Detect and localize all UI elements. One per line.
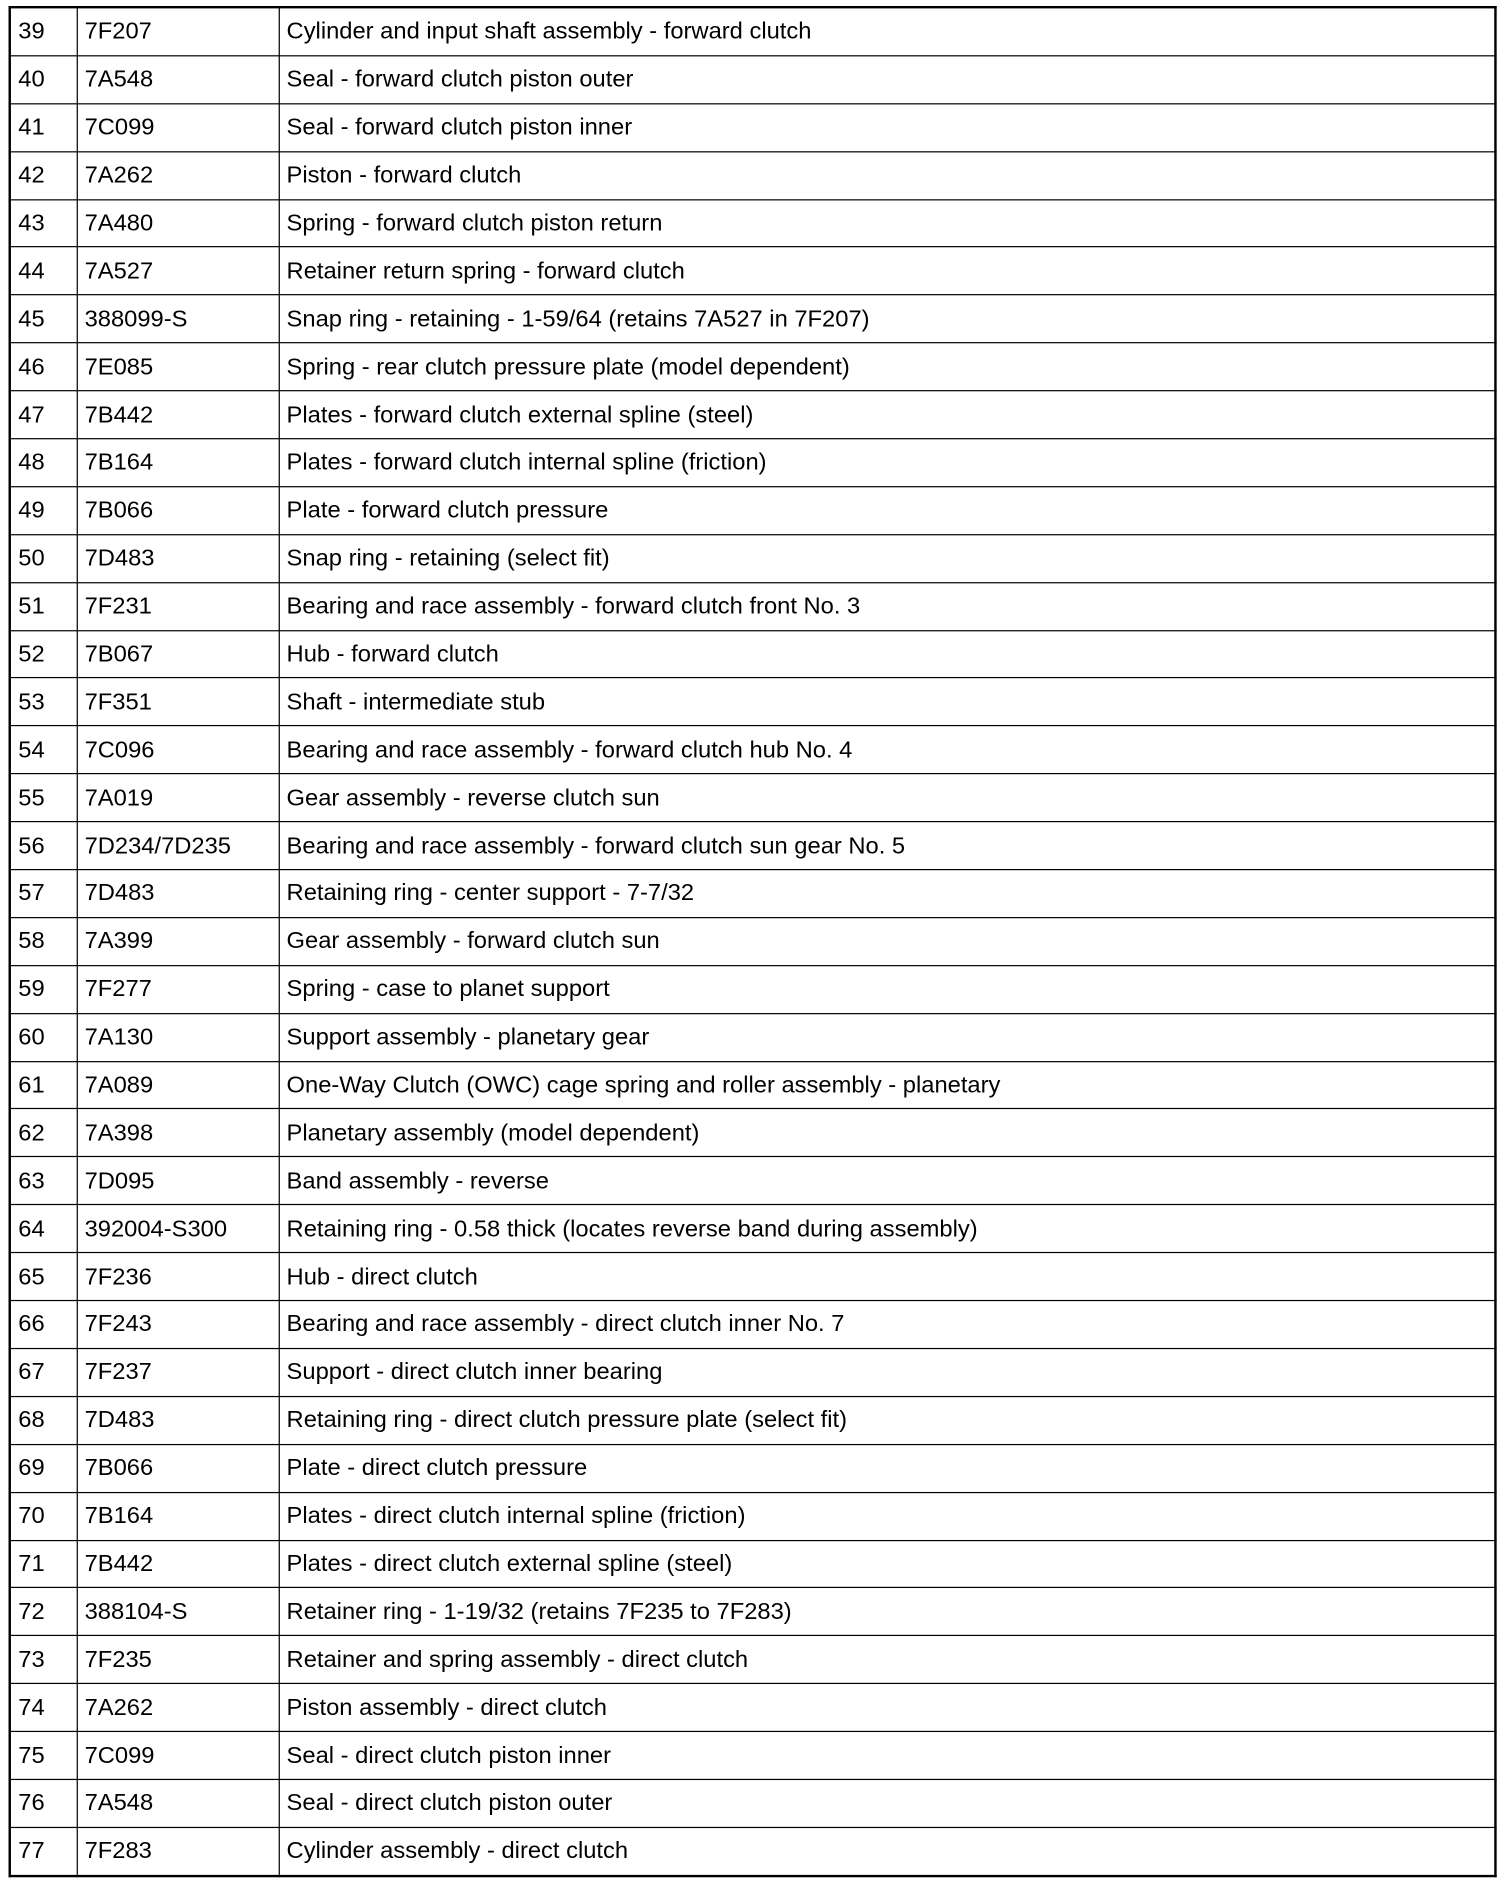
description-cell: Retaining ring - direct clutch pressure plate (select fit) <box>279 1396 1496 1444</box>
table-row <box>10 1779 1496 1827</box>
item-number-cell: 62 <box>10 1109 77 1157</box>
item-number-cell: 50 <box>10 534 77 582</box>
description-cell: Retainer ring - 1-19/32 (retains 7F235 to 7F283) <box>279 1588 1496 1636</box>
item-number-cell: 55 <box>10 774 77 822</box>
part-number-cell: 7B164 <box>77 1492 279 1540</box>
item-number-cell: 44 <box>10 247 77 295</box>
part-number-cell: 7F237 <box>77 1348 279 1396</box>
description-cell: Cylinder assembly - direct clutch <box>279 1827 1496 1875</box>
description-cell: Hub - forward clutch <box>279 630 1496 678</box>
table-row <box>10 1492 1496 1540</box>
item-number-cell: 51 <box>10 582 77 630</box>
description-cell: Spring - forward clutch piston return <box>279 199 1496 247</box>
table-row <box>10 965 1496 1013</box>
description-cell: Retaining ring - center support - 7-7/32 <box>279 870 1496 918</box>
description-cell: Bearing and race assembly - forward clutch hub No. 4 <box>279 726 1496 774</box>
item-number-cell: 76 <box>10 1779 77 1827</box>
table-row <box>10 343 1496 391</box>
description-cell: Snap ring - retaining (select fit) <box>279 534 1496 582</box>
table-row <box>10 582 1496 630</box>
table-row <box>10 630 1496 678</box>
description-cell: Spring - case to planet support <box>279 965 1496 1013</box>
item-number-cell: 61 <box>10 1061 77 1109</box>
table-row <box>10 1253 1496 1301</box>
item-number-cell: 59 <box>10 965 77 1013</box>
table-row <box>10 678 1496 726</box>
part-number-cell: 7B164 <box>77 439 279 487</box>
table-row <box>10 918 1496 966</box>
description-cell: Gear assembly - forward clutch sun <box>279 918 1496 966</box>
table-row <box>10 247 1496 295</box>
table-row <box>10 1157 1496 1205</box>
table-row <box>10 534 1496 582</box>
item-number-cell: 53 <box>10 678 77 726</box>
table-row <box>10 56 1496 104</box>
part-number-cell: 7F236 <box>77 1253 279 1301</box>
part-number-cell: 7F351 <box>77 678 279 726</box>
item-number-cell: 54 <box>10 726 77 774</box>
item-number-cell: 49 <box>10 487 77 535</box>
table-row <box>10 151 1496 199</box>
description-cell: Support assembly - planetary gear <box>279 1013 1496 1061</box>
item-number-cell: 46 <box>10 343 77 391</box>
item-number-cell: 40 <box>10 56 77 104</box>
part-number-cell: 7A398 <box>77 1109 279 1157</box>
item-number-cell: 68 <box>10 1396 77 1444</box>
description-cell: Retaining ring - 0.58 thick (locates reverse band during assembly) <box>279 1205 1496 1253</box>
table-row <box>10 1013 1496 1061</box>
table-row <box>10 1827 1496 1875</box>
table-row <box>10 487 1496 535</box>
item-number-cell: 58 <box>10 918 77 966</box>
table-row <box>10 1061 1496 1109</box>
description-cell: Seal - forward clutch piston inner <box>279 104 1496 152</box>
table-row <box>10 7 1496 55</box>
description-cell: Gear assembly - reverse clutch sun <box>279 774 1496 822</box>
part-number-cell: 7D483 <box>77 870 279 918</box>
parts-table-body <box>10 7 1496 1876</box>
item-number-cell: 42 <box>10 151 77 199</box>
part-number-cell: 7F277 <box>77 965 279 1013</box>
item-number-cell: 66 <box>10 1301 77 1349</box>
item-number-cell: 60 <box>10 1013 77 1061</box>
part-number-cell: 7C099 <box>77 1732 279 1780</box>
item-number-cell: 56 <box>10 822 77 870</box>
description-cell: Shaft - intermediate stub <box>279 678 1496 726</box>
part-number-cell: 7A089 <box>77 1061 279 1109</box>
description-cell: Cylinder and input shaft assembly - forward clutch <box>279 7 1496 55</box>
item-number-cell: 71 <box>10 1540 77 1588</box>
part-number-cell: 392004-S300 <box>77 1205 279 1253</box>
part-number-cell: 7A480 <box>77 199 279 247</box>
description-cell: Band assembly - reverse <box>279 1157 1496 1205</box>
part-number-cell: 388099-S <box>77 295 279 343</box>
table-row <box>10 1540 1496 1588</box>
item-number-cell: 52 <box>10 630 77 678</box>
table-row <box>10 391 1496 439</box>
description-cell: Retainer return spring - forward clutch <box>279 247 1496 295</box>
table-row <box>10 1109 1496 1157</box>
table-row <box>10 1205 1496 1253</box>
table-row <box>10 774 1496 822</box>
table-row <box>10 439 1496 487</box>
table-row <box>10 822 1496 870</box>
item-number-cell: 43 <box>10 199 77 247</box>
table-row <box>10 1588 1496 1636</box>
part-number-cell: 7F231 <box>77 582 279 630</box>
table-row <box>10 1301 1496 1349</box>
description-cell: Seal - direct clutch piston outer <box>279 1779 1496 1827</box>
description-cell: Hub - direct clutch <box>279 1253 1496 1301</box>
part-number-cell: 7F235 <box>77 1636 279 1684</box>
part-number-cell: 7A130 <box>77 1013 279 1061</box>
part-number-cell: 7A399 <box>77 918 279 966</box>
part-number-cell: 7F243 <box>77 1301 279 1349</box>
part-number-cell: 7F283 <box>77 1827 279 1875</box>
item-number-cell: 45 <box>10 295 77 343</box>
description-cell: Plates - direct clutch internal spline (friction) <box>279 1492 1496 1540</box>
part-number-cell: 7F207 <box>77 7 279 55</box>
description-cell: Plate - direct clutch pressure <box>279 1444 1496 1492</box>
description-cell: Bearing and race assembly - forward clutch sun gear No. 5 <box>279 822 1496 870</box>
description-cell: Bearing and race assembly - forward clutch front No. 3 <box>279 582 1496 630</box>
description-cell: Seal - forward clutch piston outer <box>279 56 1496 104</box>
item-number-cell: 57 <box>10 870 77 918</box>
part-number-cell: 7A262 <box>77 151 279 199</box>
item-number-cell: 65 <box>10 1253 77 1301</box>
part-number-cell: 7D483 <box>77 1396 279 1444</box>
item-number-cell: 75 <box>10 1732 77 1780</box>
part-number-cell: 7A548 <box>77 56 279 104</box>
description-cell: Piston - forward clutch <box>279 151 1496 199</box>
part-number-cell: 7B442 <box>77 391 279 439</box>
description-cell: Plate - forward clutch pressure <box>279 487 1496 535</box>
part-number-cell: 7A262 <box>77 1684 279 1732</box>
description-cell: Plates - forward clutch external spline (steel) <box>279 391 1496 439</box>
table-row <box>10 104 1496 152</box>
part-number-cell: 7B066 <box>77 487 279 535</box>
table-row <box>10 1396 1496 1444</box>
item-number-cell: 70 <box>10 1492 77 1540</box>
description-cell: Snap ring - retaining - 1-59/64 (retains 7A527 in 7F207) <box>279 295 1496 343</box>
part-number-cell: 7B067 <box>77 630 279 678</box>
part-number-cell: 7A548 <box>77 1779 279 1827</box>
item-number-cell: 73 <box>10 1636 77 1684</box>
part-number-cell: 7B066 <box>77 1444 279 1492</box>
description-cell: One-Way Clutch (OWC) cage spring and roller assembly - planetary <box>279 1061 1496 1109</box>
table-row <box>10 1348 1496 1396</box>
item-number-cell: 63 <box>10 1157 77 1205</box>
description-cell: Retainer and spring assembly - direct clutch <box>279 1636 1496 1684</box>
item-number-cell: 41 <box>10 104 77 152</box>
table-row <box>10 1732 1496 1780</box>
description-cell: Plates - direct clutch external spline (steel) <box>279 1540 1496 1588</box>
description-cell: Piston assembly - direct clutch <box>279 1684 1496 1732</box>
item-number-cell: 74 <box>10 1684 77 1732</box>
part-number-cell: 7D234/7D235 <box>77 822 279 870</box>
description-cell: Spring - rear clutch pressure plate (model dependent) <box>279 343 1496 391</box>
item-number-cell: 48 <box>10 439 77 487</box>
description-cell: Bearing and race assembly - direct clutch inner No. 7 <box>279 1301 1496 1349</box>
table-row <box>10 1444 1496 1492</box>
description-cell: Plates - forward clutch internal spline (friction) <box>279 439 1496 487</box>
part-number-cell: 7B442 <box>77 1540 279 1588</box>
item-number-cell: 47 <box>10 391 77 439</box>
item-number-cell: 72 <box>10 1588 77 1636</box>
item-number-cell: 67 <box>10 1348 77 1396</box>
part-number-cell: 388104-S <box>77 1588 279 1636</box>
part-number-cell: 7A527 <box>77 247 279 295</box>
part-number-cell: 7D483 <box>77 534 279 582</box>
description-cell: Seal - direct clutch piston inner <box>279 1732 1496 1780</box>
item-number-cell: 39 <box>10 7 77 55</box>
description-cell: Planetary assembly (model dependent) <box>279 1109 1496 1157</box>
item-number-cell: 77 <box>10 1827 77 1875</box>
item-number-cell: 69 <box>10 1444 77 1492</box>
description-cell: Support - direct clutch inner bearing <box>279 1348 1496 1396</box>
table-row <box>10 1636 1496 1684</box>
parts-table <box>9 6 1497 1877</box>
table-row <box>10 1684 1496 1732</box>
part-number-cell: 7D095 <box>77 1157 279 1205</box>
part-number-cell: 7E085 <box>77 343 279 391</box>
part-number-cell: 7C096 <box>77 726 279 774</box>
part-number-cell: 7A019 <box>77 774 279 822</box>
table-row <box>10 295 1496 343</box>
item-number-cell: 64 <box>10 1205 77 1253</box>
part-number-cell: 7C099 <box>77 104 279 152</box>
table-row <box>10 870 1496 918</box>
table-row <box>10 726 1496 774</box>
table-row <box>10 199 1496 247</box>
